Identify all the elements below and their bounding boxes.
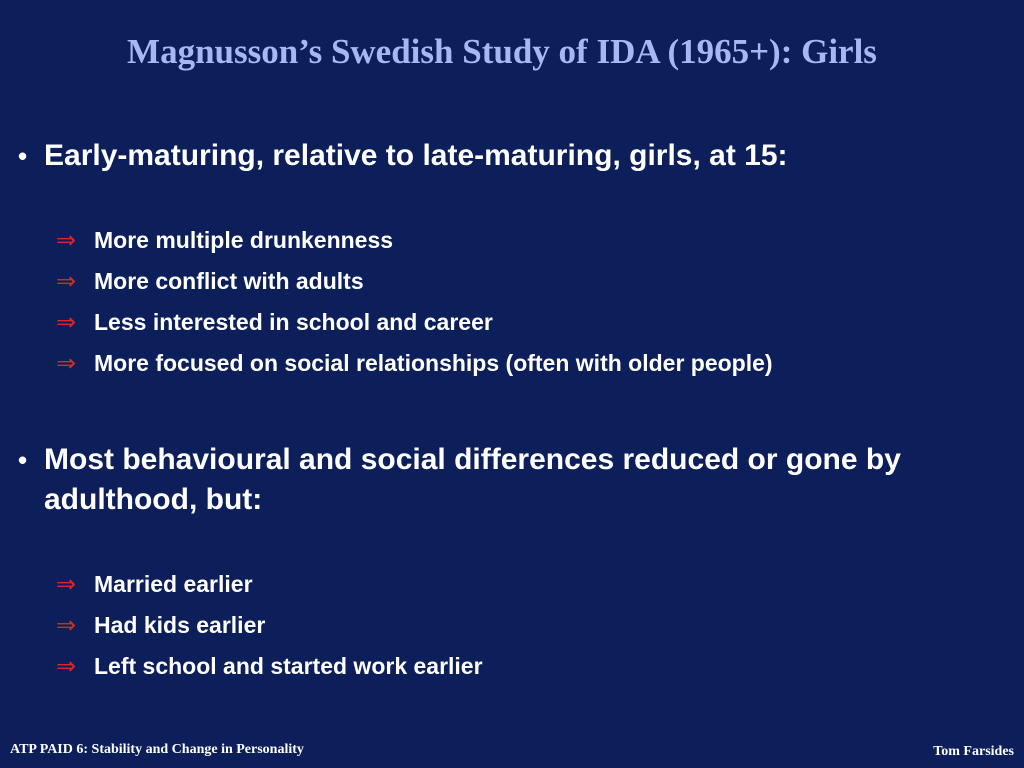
sub-item <box>56 266 364 296</box>
sub-item-text: Married earlier <box>94 571 253 597</box>
bullet-text: Most behavioural and social differences reduced or gone by adulthood, but: <box>44 443 901 516</box>
sub-item-text: More conflict with adults <box>94 268 364 294</box>
double-arrow-icon: ⇒ <box>56 652 77 680</box>
double-arrow-icon: ⇒ <box>56 611 77 639</box>
double-arrow-icon: ⇒ <box>56 226 77 254</box>
sub-item-text: Had kids earlier <box>94 612 266 638</box>
bullet-dot-icon: • <box>18 445 28 475</box>
sub-item <box>56 307 493 337</box>
sub-item-text: Left school and started work earlier <box>94 653 483 679</box>
bullet-item <box>18 136 988 176</box>
double-arrow-icon: ⇒ <box>56 267 77 295</box>
sub-item <box>56 651 483 681</box>
footer-course-title: ATP PAID 6: Stability and Change in Personality <box>10 742 304 757</box>
double-arrow-icon: ⇒ <box>56 308 77 336</box>
double-arrow-icon: ⇒ <box>56 349 77 377</box>
bullet-dot-icon: • <box>18 141 28 171</box>
sub-item <box>56 348 773 378</box>
bullet-item <box>18 440 988 520</box>
slide-title: Magnusson’s Swedish Study of IDA (1965+): Girls <box>127 32 877 71</box>
sub-item-text: Less interested in school and career <box>94 309 493 335</box>
sub-item-text: More focused on social relationships (often with older people) <box>94 350 773 376</box>
sub-item <box>56 225 393 255</box>
bullet-text: Early-maturing, relative to late-maturing, girls, at 15: <box>44 139 788 172</box>
sub-item <box>56 610 265 640</box>
sub-item-text: More multiple drunkenness <box>94 227 394 253</box>
sub-item <box>56 569 253 599</box>
double-arrow-icon: ⇒ <box>56 570 77 598</box>
footer-author: Tom Farsides <box>933 744 1014 759</box>
